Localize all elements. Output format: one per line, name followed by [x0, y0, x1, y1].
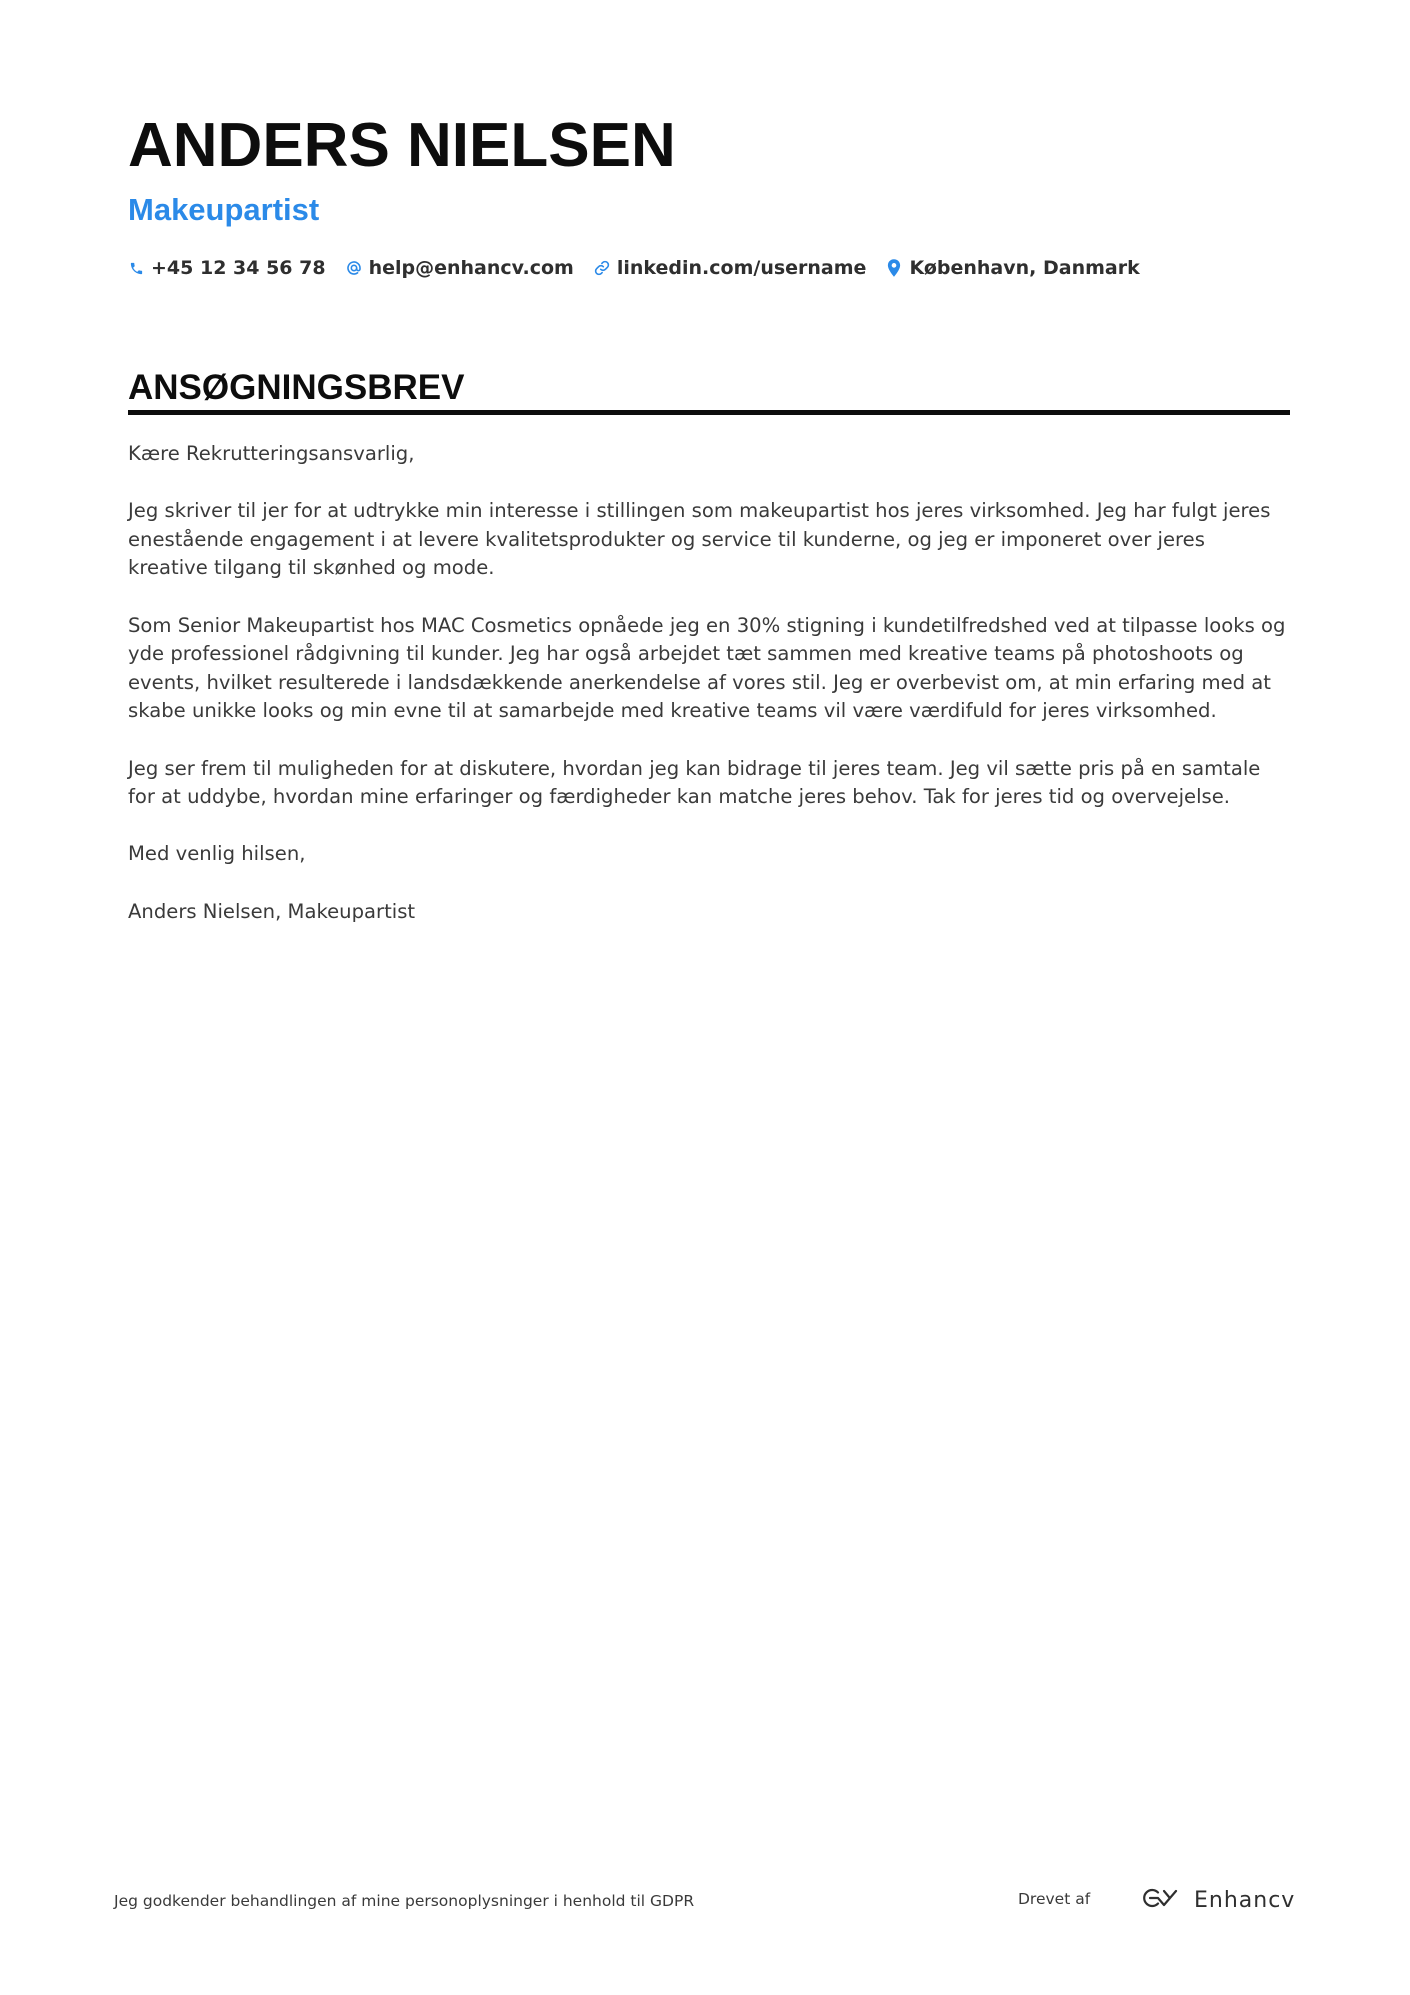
letter-closing: Med venlig hilsen,	[128, 842, 306, 866]
contact-email[interactable]	[346, 257, 574, 279]
letter-body	[128, 440, 1288, 955]
section-divider	[128, 410, 1290, 415]
gdpr-consent: Jeg godkender behandlingen af mine personoplysninger i henhold til GDPR	[114, 1892, 695, 1910]
contact-location	[886, 257, 1139, 279]
applicant-role: Makeupartist	[128, 192, 320, 227]
letter-paragraph-1: Jeg skriver til jer for at udtrykke min interesse i stillingen som makeupartist hos jeres virksomhed. Jeg har fulgt jeres enestående engagement i at levere kvalitetsprodukter og service til kunderne, og jeg er imponeret over jeres kreative tilgang til skønhed og mode.	[128, 499, 1271, 580]
letter-paragraph-2: Som Senior Makeupartist hos MAC Cosmetics opnåede jeg en 30% stigning i kundetilfredshed ved at tilpasse looks og yde professionel rådgivning til kunder. Jeg har også arbejdet tæt sammen med kreative teams på photoshoots og events, hvilket resulterede i landsdækkende anerkendelse af vores stil. Jeg er overbevist om, at min erfaring med at skabe unikke looks og min evne til at samarbejde med kreative teams vil være værdifuld for jeres virksomhed.	[128, 613, 1286, 723]
enhancv-brand-link[interactable]	[1138, 1880, 1295, 1920]
phone-icon	[128, 259, 144, 277]
contact-linkedin[interactable]	[594, 257, 867, 279]
letter-signature: Anders Nielsen, Makeupartist	[128, 899, 416, 923]
letter-paragraph-3: Jeg ser frem til muligheden for at diskutere, hvordan jeg kan bidrage til jeres team. Jeg vil sætte pris på en samtale for at uddybe, hvordan mine erfaringer og færdigheder kan matche jeres behov. Tak for jeres tid og overvejelse.	[128, 756, 1261, 809]
at-icon	[346, 259, 362, 277]
contact-location-text: København, Danmark	[909, 257, 1140, 279]
link-icon	[594, 259, 610, 277]
applicant-name: ANDERS NIELSEN	[128, 111, 676, 180]
section-title: ANSØGNINGSBREV	[128, 368, 465, 407]
letter-salutation: Kære Rekrutteringsansvarlig,	[128, 442, 415, 465]
powered-by-label: Drevet af	[1018, 1890, 1091, 1908]
contact-linkedin-text: linkedin.com/username	[616, 257, 867, 279]
enhancv-brand-name: Enhancv	[1194, 1887, 1296, 1913]
enhancv-logo-icon	[1138, 1886, 1184, 1914]
contact-phone	[128, 257, 326, 279]
contact-email-text: help@enhancv.com	[368, 257, 574, 279]
contact-bar	[128, 254, 1140, 282]
location-pin-icon	[886, 259, 902, 277]
contact-phone-text: +45 12 34 56 78	[151, 257, 326, 279]
